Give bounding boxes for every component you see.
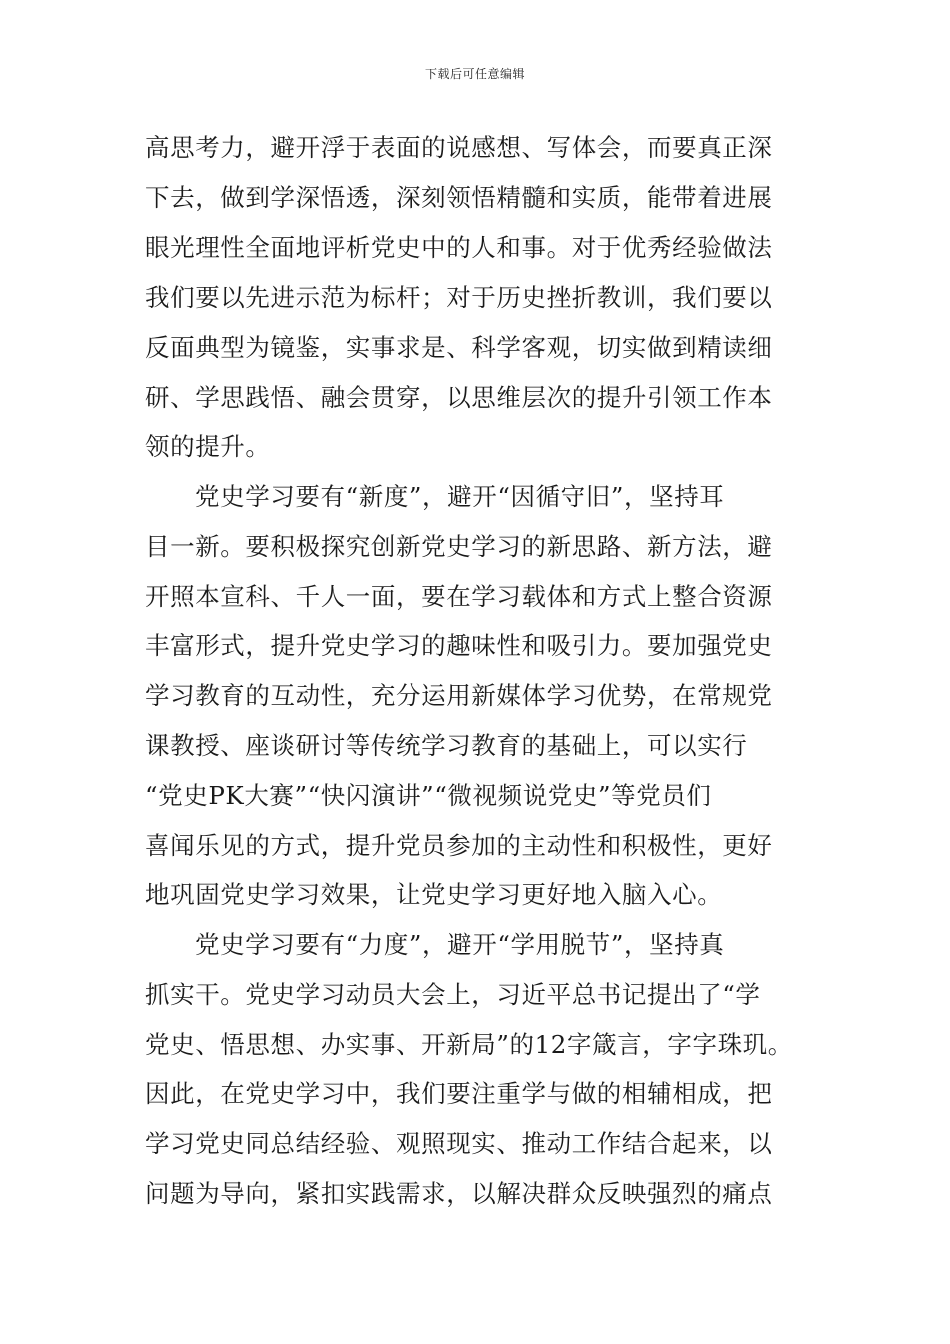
text-line: 丰富形式，提升党史学习的趣味性和吸引力。要加强党史: [145, 631, 773, 660]
text-line: 党史、悟思想、办实事、开新局”的12字箴言，字字珠玑。: [145, 1030, 793, 1059]
text-line: 下去，做到学深悟透，深刻领悟精髓和实质，能带着进展: [145, 183, 773, 212]
text-line: 地巩固党史学习效果，让党史学习更好地入脑入心。: [145, 880, 723, 909]
text-line: 反面典型为镜鉴，实事求是、科学客观，切实做到精读细: [145, 333, 773, 362]
text-line: 课教授、座谈研讨等传统学习教育的基础上，可以实行: [145, 731, 748, 760]
text-line: 党史学习要有“力度”，避开“学用脱节”，坚持真: [195, 930, 725, 959]
text-line: 研、学思践悟、融会贯穿，以思维层次的提升引领工作本: [145, 383, 773, 412]
text-line: 问题为导向，紧扣实践需求，以解决群众反映强烈的痛点: [145, 1179, 773, 1208]
text-line: 高思考力，避开浮于表面的说感想、写体会，而要真正深: [145, 133, 773, 162]
text-line: 领的提升。: [145, 432, 271, 461]
text-line: 学习党史同总结经验、观照现实、推动工作结合起来，以: [145, 1129, 773, 1158]
text-line: “党史PK大赛”“快闪演讲”“微视频说党史”等党员们: [145, 781, 712, 810]
text-line: 眼光理性全面地评析党史中的人和事。对于优秀经验做法: [145, 233, 773, 262]
text-line: 我们要以先进示范为标杆；对于历史挫折教训，我们要以: [145, 283, 773, 312]
text-line: 喜闻乐见的方式，提升党员参加的主动性和积极性，更好: [145, 831, 773, 860]
text-line: 因此，在党史学习中，我们要注重学与做的相辅相成，把: [145, 1079, 773, 1108]
text-line: 开照本宣科、千人一面，要在学习载体和方式上整合资源: [145, 582, 773, 611]
text-line: 抓实干。党史学习动员大会上，习近平总书记提出了“学: [145, 980, 761, 1009]
page-header: 下载后可任意编辑: [424, 67, 525, 81]
text-line: 党史学习要有“新度”，避开“因循守旧”，坚持耳: [195, 482, 725, 511]
text-line: 目一新。要积极探究创新党史学习的新思路、新方法，避: [145, 532, 773, 561]
text-line: 学习教育的互动性，充分运用新媒体学习优势，在常规党: [145, 681, 773, 710]
